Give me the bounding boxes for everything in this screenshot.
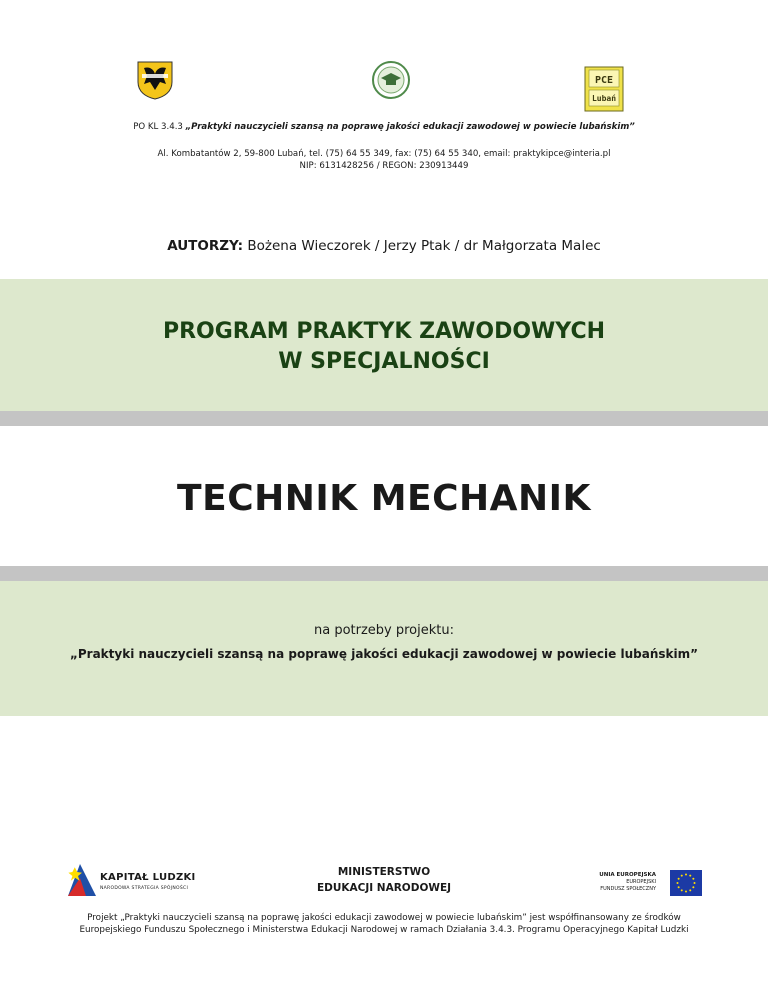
purpose-intro: na potrzeby projektu: — [313, 623, 454, 638]
program-band — [0, 279, 768, 411]
ministry-line1: MINISTERSTWO — [337, 866, 431, 878]
divider-bar-top — [0, 411, 768, 426]
document-main-title: TECHNIK MECHANIK — [177, 478, 591, 519]
kapital-ludzki-subtitle: NARODOWA STRATEGIA SPÓJNOŚCI — [100, 886, 189, 891]
eu-star-icon — [694, 882, 696, 884]
ministry-line2: EDUKACJI NARODOWEJ — [316, 882, 452, 894]
pce-luban-logo — [584, 66, 624, 112]
luban-logo-text: Lubań — [591, 94, 617, 103]
eu-star-icon — [685, 891, 687, 893]
project-name: „Praktyki nauczycieli szansą na poprawę jakości edukacji zawodowej w powiecie lubańskim” — [185, 122, 635, 132]
eu-line2: EUROPEJSKI — [626, 879, 656, 885]
kapital-ludzki-name: KAPITAŁ LUDZKI — [100, 872, 196, 883]
eu-star-icon — [677, 882, 679, 884]
footer-line2: Europejskiego Funduszu Społecznego i Ministerstwa Edukacji Narodowej w ramach Działania 3.4.3. Programu Operacyjnego Kapitał Ludzki — [79, 925, 689, 935]
eu-star-icon — [689, 875, 691, 877]
purpose-band — [0, 581, 768, 716]
tax-id-line: NIP: 6131428256 / REGON: 230913449 — [299, 161, 469, 171]
contact-block — [0, 148, 768, 172]
pce-logo-text: PCE — [594, 75, 614, 86]
authors-names: Bożena Wieczorek / Jerzy Ptak / dr Małgorzata Malec — [243, 238, 601, 254]
eu-star-icon — [692, 878, 694, 880]
eu-star-icon — [678, 886, 680, 888]
address-line: Al. Kombatantów 2, 59-800 Lubań, tel. (75) 64 55 349, fax: (75) 64 55 340, email: praktykipce@interia.pl — [157, 149, 611, 159]
program-title — [0, 317, 768, 377]
eu-line1: UNIA EUROPEJSKA — [599, 872, 656, 878]
authors-line — [0, 238, 768, 254]
footer-line1: Projekt „Praktyki nauczycieli szansą na poprawę jakości edukacji zawodowej w powiecie lubańskim” jest współfinansowany ze środków — [87, 913, 681, 923]
eu-star-icon — [681, 875, 683, 877]
eu-star-icon — [681, 889, 683, 891]
eu-logo — [598, 869, 708, 899]
school-emblem-icon — [371, 60, 411, 100]
eu-flag-icon — [670, 870, 702, 896]
footer-note — [0, 912, 768, 936]
lower-silesia-crest-icon — [136, 60, 174, 100]
top-logos — [0, 58, 768, 108]
program-title-line2: W SPECJALNOŚCI — [278, 349, 490, 374]
eu-star-icon — [689, 889, 691, 891]
divider-bar-bottom — [0, 566, 768, 581]
program-title-line1: PROGRAM PRAKTYK ZAWODOWYCH — [162, 319, 606, 344]
purpose-project-title: „Praktyki nauczycieli szansą na poprawę jakości edukacji zawodowej w powiecie lubańskim” — [69, 647, 698, 661]
project-code-line — [0, 122, 768, 132]
authors-label: AUTORZY: — [167, 238, 244, 254]
eu-text — [599, 872, 656, 893]
project-code: PO KL 3.4.3 — [133, 122, 186, 132]
eu-line3: FUNDUSZ SPOŁECZNY — [600, 886, 656, 892]
eu-star-icon — [692, 886, 694, 888]
eu-star-icon — [678, 878, 680, 880]
eu-star-icon — [685, 874, 687, 876]
